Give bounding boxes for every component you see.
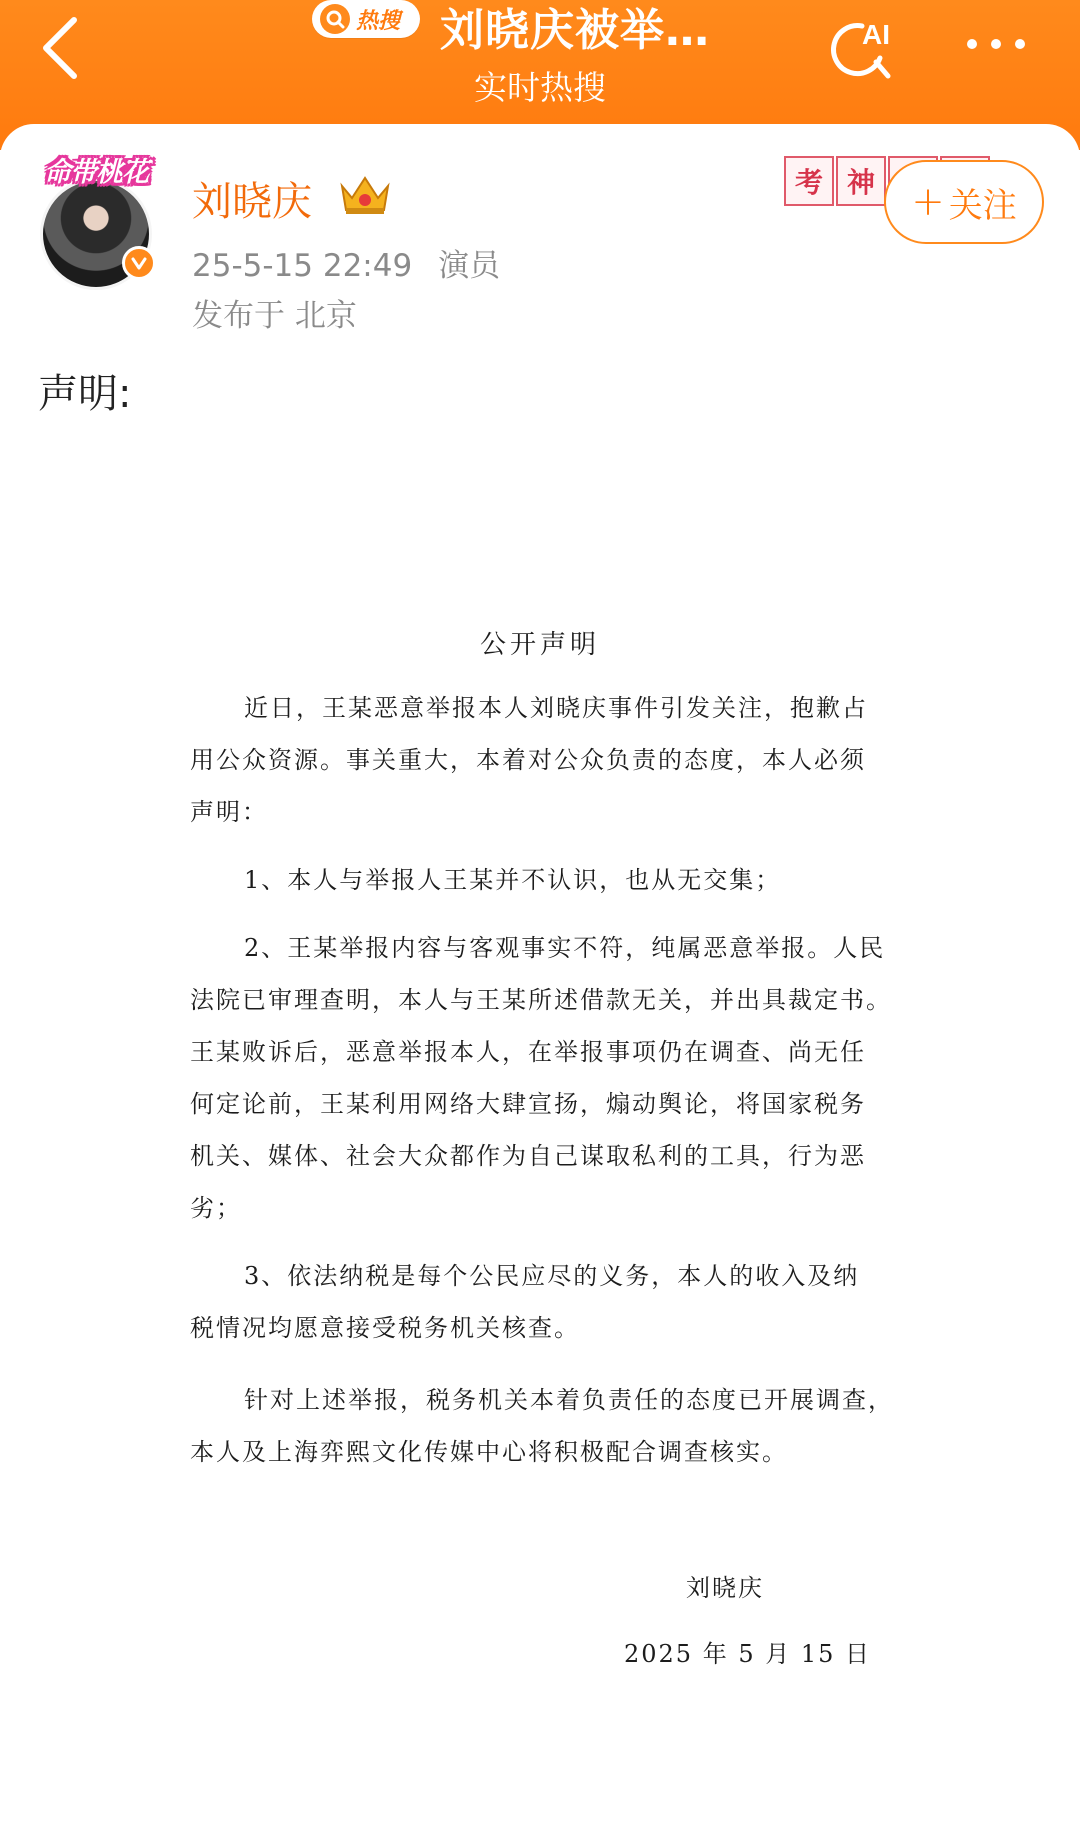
statement-image[interactable] <box>0 560 1080 1838</box>
author-name[interactable]: 刘晓庆 <box>192 179 312 225</box>
ai-search-button[interactable] <box>822 8 902 84</box>
more-button[interactable] <box>962 24 1032 64</box>
stamp: 考 <box>784 156 834 206</box>
statement-line: 税情况均愿意接受税务机关核查。 <box>190 1314 580 1342</box>
statement-date: 2025 年 5 月 15 日 <box>624 1640 872 1668</box>
statement-line: 针对上述举报，税务机关本着负责任的态度已开展调查， <box>244 1386 894 1414</box>
ai-label: AI <box>862 19 890 50</box>
search-icon <box>320 4 350 34</box>
post-location: 发布于 北京 <box>192 298 357 334</box>
statement-line: 2、王某举报内容与客观事实不符，纯属恶意举报。人民 <box>244 934 886 962</box>
statement-line: 王某败诉后，恶意举报本人，在举报事项仍在调查、尚无任 <box>190 1038 866 1066</box>
statement-line: 近日，王某恶意举报本人刘晓庆事件引发关注，抱歉占 <box>244 694 868 722</box>
page-title: 刘晓庆被举… <box>440 5 710 56</box>
statement-line: 用公众资源。事关重大，本着对公众负责的态度，本人必须 <box>190 746 866 774</box>
statement-line: 本人及上海弈熙文化传媒中心将积极配合调查核实。 <box>190 1438 788 1466</box>
ai-search-icon <box>822 8 902 84</box>
stamp: 神 <box>836 156 886 206</box>
verified-badge-icon <box>122 246 156 280</box>
statement-line: 1、本人与举报人王某并不认识，也从无交集； <box>244 866 782 894</box>
hot-search-badge[interactable] <box>312 0 420 38</box>
follow-button[interactable] <box>884 160 1044 244</box>
statement-line: 机关、媒体、社会大众都作为自己谋取私利的工具，行为恶 <box>190 1142 866 1170</box>
avatar-frame-text: 命带桃花 <box>44 157 148 188</box>
post-time: 25-5-15 22:49 <box>192 248 413 284</box>
statement-line: 声明： <box>190 798 268 826</box>
statement-line: 法院已审理查明，本人与王某所述借款无关，并出具裁定书。 <box>190 986 892 1014</box>
hot-search-label: 热搜 <box>356 8 401 34</box>
statement-title: 公开声明 <box>479 630 600 660</box>
statement-line: 劣； <box>190 1194 242 1222</box>
post-text: 声明: <box>38 371 132 417</box>
statement-line: 何定论前，王某利用网络大肆宣扬，煽动舆论，将国家税务 <box>190 1090 866 1118</box>
post-meta <box>192 240 500 285</box>
page-subtitle: 实时热搜 <box>474 68 606 107</box>
plus-icon: + <box>911 179 945 225</box>
statement-line: 3、依法纳税是每个公民应尽的义务，本人的收入及纳 <box>244 1262 860 1290</box>
crown-vip-icon <box>336 172 394 218</box>
statement-signature: 刘晓庆 <box>686 1574 764 1602</box>
follow-label: 关注 <box>948 185 1017 226</box>
author-role: 演员 <box>438 248 501 284</box>
more-dots-icon <box>962 24 1032 64</box>
